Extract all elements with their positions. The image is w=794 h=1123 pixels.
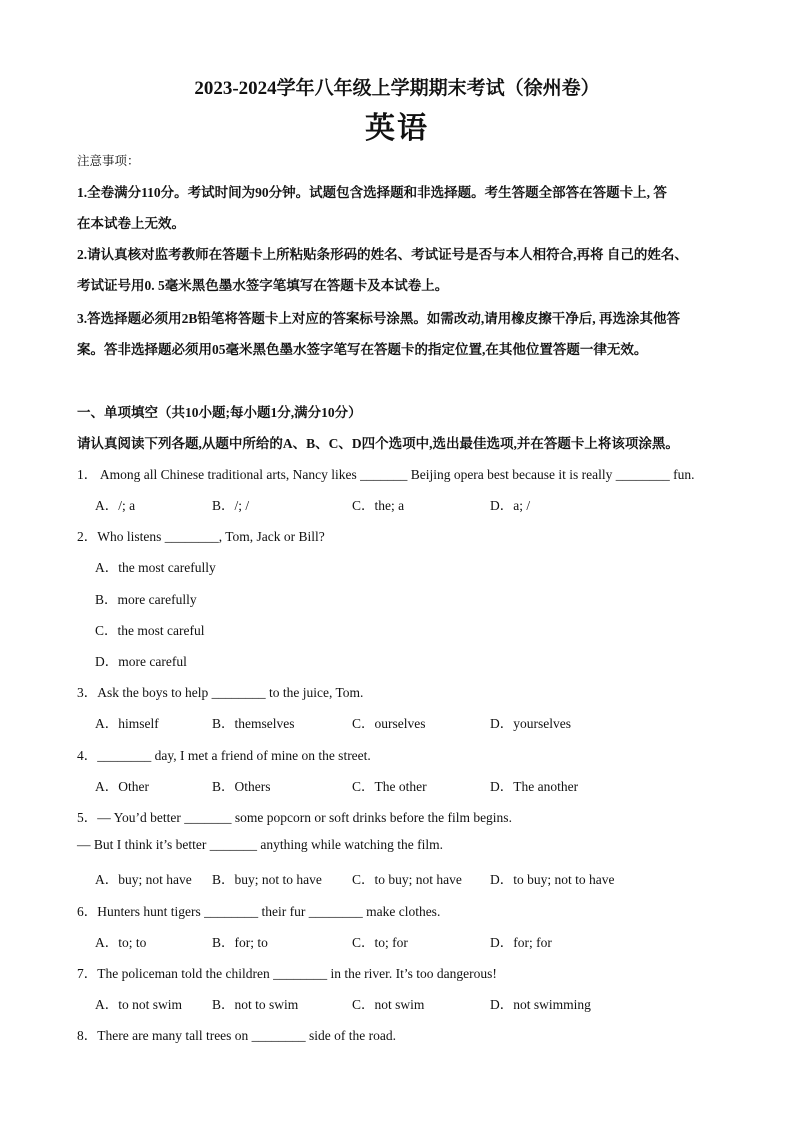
subject-title: 英语	[365, 111, 429, 146]
notes-line: 考试证号用0. 5毫米黑色墨水签字笔填写在答题卡及本试卷上。	[77, 278, 449, 293]
notes-line: 在本试卷上无效。	[77, 216, 185, 231]
option-c[interactable]: C．to buy; not have	[352, 872, 462, 887]
notes-line: 案。答非选择题必须用05毫米黑色墨水签字笔写在答题卡的指定位置,在其他位置答题一律无效。	[77, 342, 648, 357]
option-c[interactable]: C．to; for	[352, 935, 408, 950]
question-stem: 6．Hunters hunt tigers ________ their fur ________ make clothes.	[77, 904, 441, 919]
section-instruction: 请认真阅读下列各题,从题中所给的A、B、C、D四个选项中,选出最佳选项,并在答题卡上将该项涂黑。	[77, 436, 679, 451]
option-b[interactable]: B．Others	[212, 779, 271, 794]
option-d[interactable]: D．yourselves	[490, 716, 571, 731]
option-b[interactable]: B．themselves	[212, 716, 295, 731]
question-stem: 1． Among all Chinese traditional arts, Nancy likes _______ Beijing opera best because it is really ________ fun.	[77, 467, 695, 482]
question-stem: 5．— You’d better _______ some popcorn or soft drinks before the film begins.	[77, 810, 512, 825]
question-stem: 8．There are many tall trees on ________ side of the road.	[77, 1028, 397, 1043]
section-title: 一、单项填空（共10小题;每小题1分,满分10分）	[77, 405, 362, 420]
option-b[interactable]: B．not to swim	[212, 997, 299, 1012]
option-c[interactable]: C．the; a	[352, 498, 405, 513]
option-b[interactable]: B．buy; not to have	[212, 872, 322, 887]
option-c[interactable]: C．The other	[352, 779, 427, 794]
option-a[interactable]: A．buy; not have	[95, 872, 192, 887]
option-b[interactable]: B．/; /	[212, 498, 250, 513]
notes-line: 3.答选择题必须用2B铅笔将答题卡上对应的答案标号涂黑。如需改动,请用橡皮擦干净后, 再选涂其他答	[77, 311, 681, 326]
option-d[interactable]: D．to buy; not to have	[490, 872, 615, 887]
question-stem-line2: — But I think it’s better _______ anything while watching the film.	[77, 837, 443, 852]
option-d[interactable]: D．not swimming	[490, 997, 591, 1012]
question-stem: 4．________ day, I met a friend of mine on the street.	[77, 748, 371, 763]
option-d[interactable]: D．a; /	[490, 498, 531, 513]
question-stem: 7．The policeman told the children ________ in the river. It’s too dangerous!	[77, 966, 497, 981]
option-c[interactable]: C．ourselves	[352, 716, 426, 731]
option-d[interactable]: D．more careful	[95, 654, 187, 669]
option-a[interactable]: A．to not swim	[95, 997, 183, 1012]
exam-title: 2023-2024学年八年级上学期期末考试（徐州卷）	[194, 78, 600, 99]
option-d[interactable]: D．The another	[490, 779, 579, 794]
option-d[interactable]: D．for; for	[490, 935, 552, 950]
question-stem: 3．Ask the boys to help ________ to the juice, Tom.	[77, 685, 364, 700]
option-a[interactable]: A．/; a	[95, 498, 136, 513]
question-stem: 2．Who listens ________, Tom, Jack or Bill?	[77, 529, 325, 544]
option-a[interactable]: A．himself	[95, 716, 159, 731]
option-a[interactable]: A．to; to	[95, 935, 147, 950]
option-a[interactable]: A．Other	[95, 779, 149, 794]
option-b[interactable]: B．for; to	[212, 935, 268, 950]
option-c[interactable]: C．the most careful	[95, 623, 205, 638]
option-a[interactable]: A．the most carefully	[95, 560, 216, 575]
notes-line: 1.全卷满分110分。考试时间为90分钟。试题包含选择题和非选择题。考生答题全部答在答题卡上, 答	[77, 185, 667, 200]
notes-heading: 注意事项：	[77, 154, 140, 168]
option-c[interactable]: C．not swim	[352, 997, 425, 1012]
notes-line: 2.请认真核对监考教师在答题卡上所粘贴条形码的姓名、考试证号是否与本人相符合,再将 自己的姓名、	[77, 247, 688, 262]
option-b[interactable]: B．more carefully	[95, 592, 197, 607]
